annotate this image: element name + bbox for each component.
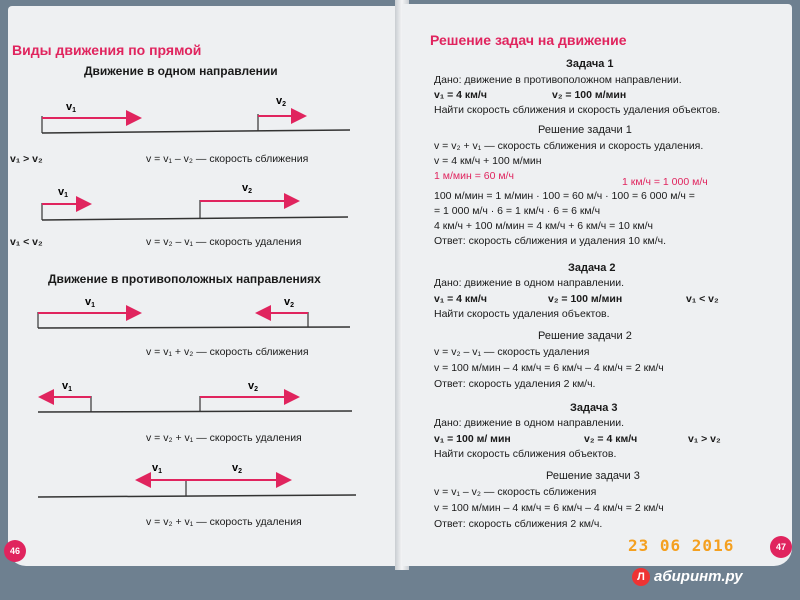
task3-v2: v₂ = 4 км/ч xyxy=(584,433,638,445)
svg-text:v2: v2 xyxy=(284,296,295,309)
task1-find: Найти скорость сближения и скорость удаления объектов. xyxy=(434,104,721,116)
comparison-2: v₁ < v₂ xyxy=(10,236,43,248)
task1-answer: Ответ: скорость сближения и удаления 10 км/ч. xyxy=(434,235,667,247)
svg-text:v1: v1 xyxy=(58,186,69,199)
svg-text:v2: v2 xyxy=(248,380,259,393)
svg-text:v2: v2 xyxy=(242,182,253,195)
formula-1: v = v₁ – v₂ — скорость сближения xyxy=(146,153,309,165)
photo-date-stamp: 23 06 2016 xyxy=(628,536,735,555)
task2-solution-heading: Решение задачи 2 xyxy=(538,330,632,342)
task3-v1: v₁ = 100 м/ мин xyxy=(434,433,511,445)
formula-3: v = v₁ + v₂ — скорость сближения xyxy=(146,346,309,358)
task2-heading: Задача 2 xyxy=(568,262,616,274)
task3-comparison: v₁ > v₂ xyxy=(688,433,721,445)
task1-step4: 100 м/мин = 1 м/мин · 100 = 60 м/ч · 100 = 6 000 м/ч = xyxy=(434,190,695,202)
v1-label: v1 xyxy=(66,101,77,114)
task1-conversion-minutes: 1 м/мин = 60 м/ч xyxy=(434,170,514,182)
task3-heading: Задача 3 xyxy=(570,402,618,414)
task1-step2: v = 4 км/ч + 100 м/мин xyxy=(434,155,542,167)
task1-given: Дано: движение в противоположном направлении. xyxy=(434,74,682,86)
watermark: абиринт.ру xyxy=(654,568,743,585)
task1-v1: v₁ = 4 км/ч xyxy=(434,89,487,101)
task2-find: Найти скорость удаления объектов. xyxy=(434,308,610,320)
task3-solution-heading: Решение задачи 3 xyxy=(546,470,640,482)
task3-step1: v = v₁ – v₂ — скорость сближения xyxy=(434,486,597,498)
page-number-left: 46 xyxy=(4,540,26,562)
v2-label: v2 xyxy=(276,95,287,108)
task1-step5: = 1 000 м/ч · 6 = 1 км/ч · 6 = 6 км/ч xyxy=(434,205,601,217)
svg-text:v1: v1 xyxy=(85,296,96,309)
svg-text:v1: v1 xyxy=(62,380,73,393)
task3-find: Найти скорость сближения объектов. xyxy=(434,448,617,460)
svg-text:v1: v1 xyxy=(152,462,163,475)
task1-heading: Задача 1 xyxy=(566,58,614,70)
task3-answer: Ответ: скорость сближения 2 км/ч. xyxy=(434,518,603,530)
formula-4: v = v₂ + v₁ — скорость удаления xyxy=(146,432,302,444)
task3-step2: v = 100 м/мин – 4 км/ч = 6 км/ч – 4 км/ч = 2 км/ч xyxy=(434,502,664,514)
page-number-right: 47 xyxy=(770,536,792,558)
right-page-title: Решение задач на движение xyxy=(430,32,627,48)
task2-step1: v = v₂ – v₁ — скорость удаления xyxy=(434,346,590,358)
diagram-same-direction-separation xyxy=(42,182,348,220)
diagram-opposite-approach xyxy=(38,296,350,328)
formula-2: v = v₂ – v₁ — скорость удаления xyxy=(146,236,302,248)
task1-step1: v = v₂ + v₁ — скорость сближения и скорость удаления. xyxy=(434,140,704,152)
diagram-opposite-separation xyxy=(38,380,352,412)
formula-5: v = v₂ + v₁ — скорость удаления xyxy=(146,516,302,528)
comparison-1: v₁ > v₂ xyxy=(10,153,43,165)
left-page-title: Виды движения по прямой xyxy=(12,42,202,58)
svg-text:v2: v2 xyxy=(232,462,243,475)
task2-step2: v = 100 м/мин – 4 км/ч = 6 км/ч – 4 км/ч = 2 км/ч xyxy=(434,362,664,374)
watermark-logo-icon: Л xyxy=(632,568,650,586)
section-one-direction-title: Движение в одном направлении xyxy=(84,64,278,78)
section-opposite-direction-title: Движение в противоположных направлениях xyxy=(48,272,321,286)
task3-given: Дано: движение в одном направлении. xyxy=(434,417,625,429)
task1-step6: 4 км/ч + 100 м/мин = 4 км/ч + 6 км/ч = 10 км/ч xyxy=(434,220,653,232)
task1-v2: v₂ = 100 м/мин xyxy=(552,89,627,101)
task2-comparison: v₁ < v₂ xyxy=(686,293,719,305)
task1-solution-heading: Решение задачи 1 xyxy=(538,124,632,136)
task2-v1: v₁ = 4 км/ч xyxy=(434,293,487,305)
task1-conversion-km: 1 км/ч = 1 000 м/ч xyxy=(622,176,708,188)
task2-answer: Ответ: скорость удаления 2 км/ч. xyxy=(434,378,596,390)
task2-v2: v₂ = 100 м/мин xyxy=(548,293,623,305)
task2-given: Дано: движение в одном направлении. xyxy=(434,277,625,289)
diagram-opposite-from-point xyxy=(38,462,356,497)
diagram-same-direction-approach xyxy=(42,95,350,133)
